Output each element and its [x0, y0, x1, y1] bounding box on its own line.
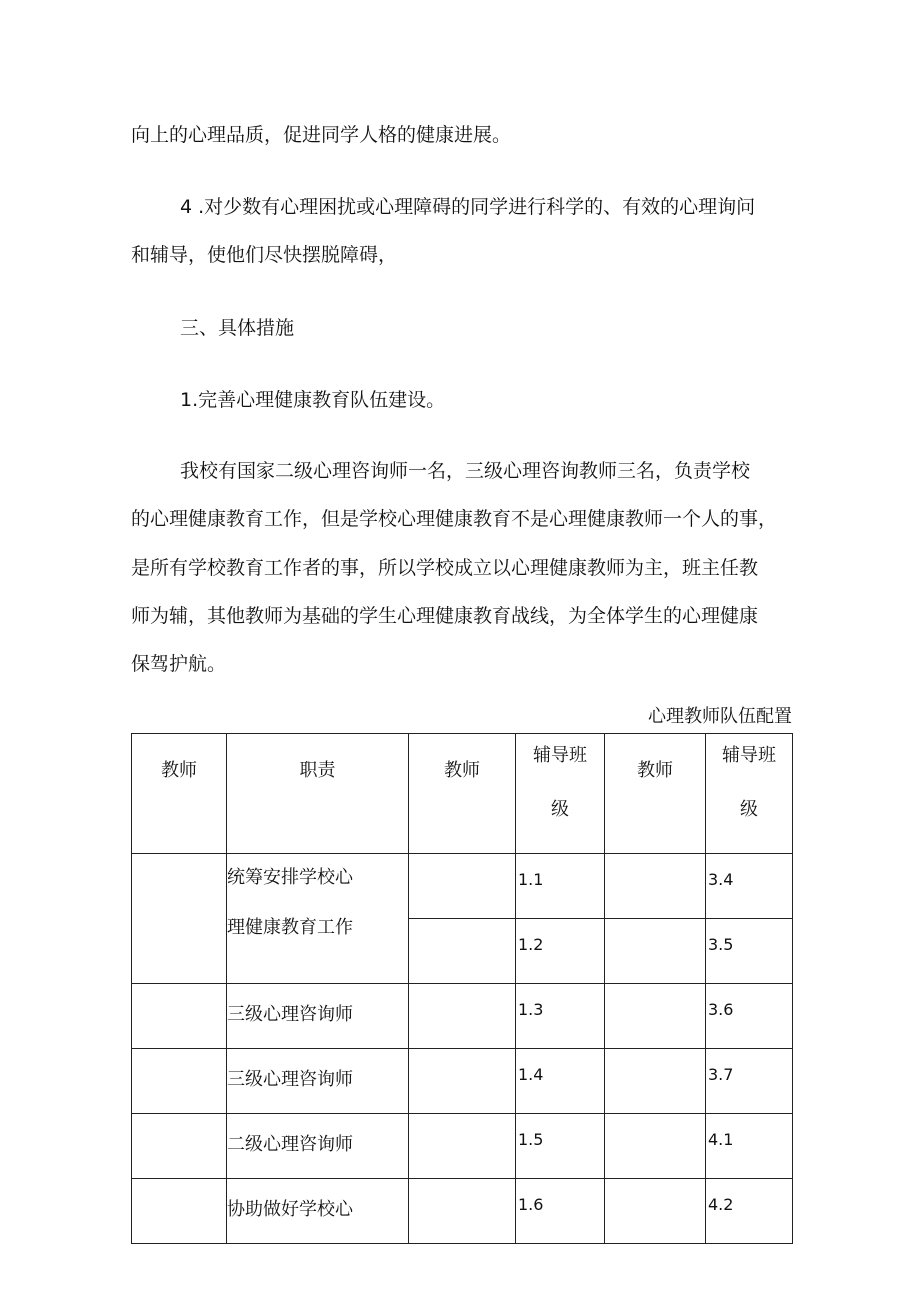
paragraph-line: 和辅导，使他们尽快摆脱障碍， — [131, 244, 398, 266]
duty-cell: 三级心理咨询师 — [227, 1049, 409, 1114]
paragraph-line: 我校有国家二级心理咨询师一名，三级心理咨询教师三名，负责学校 — [180, 460, 751, 482]
teacher-cell — [605, 919, 706, 984]
paragraph-line: 是所有学校教育工作者的事，所以学校成立以心理健康教师为主，班主任教 — [131, 557, 759, 579]
teacher-cell — [605, 1114, 706, 1179]
table-row — [132, 984, 793, 1049]
duty-cell — [227, 854, 409, 984]
header-class — [516, 734, 605, 854]
table-header-row — [132, 734, 793, 854]
teacher-cell — [409, 1114, 516, 1179]
duty-cell: 二级心理咨询师 — [227, 1114, 409, 1179]
teacher-cell — [409, 1179, 516, 1244]
teacher-cell — [132, 1179, 227, 1244]
teacher-cell — [132, 984, 227, 1049]
paragraph-line: 师为辅，其他教师为基础的学生心理健康教育战线，为全体学生的心理健康 — [131, 605, 759, 627]
class-cell: 3.7 — [706, 1049, 793, 1114]
table-row — [132, 1114, 793, 1179]
class-cell: 3.4 — [706, 854, 793, 919]
paragraph-line: 保驾护航。 — [131, 653, 227, 675]
teacher-roster-table — [131, 733, 793, 1244]
table-row — [132, 854, 793, 919]
section-heading: 三、具体措施 — [180, 317, 295, 339]
teacher-cell — [409, 919, 516, 984]
class-cell: 4.2 — [706, 1179, 793, 1244]
table-row — [132, 1049, 793, 1114]
teacher-cell — [605, 854, 706, 919]
teacher-cell — [605, 984, 706, 1049]
table-caption: 心理教师队伍配置 — [648, 706, 792, 727]
paragraph-line: 向上的心理品质，促进同学人格的健康进展。 — [131, 124, 512, 146]
class-cell: 3.5 — [706, 919, 793, 984]
teacher-cell — [409, 1049, 516, 1114]
duty-cell: 协助做好学校心 — [227, 1179, 409, 1244]
duty-line: 统筹安排学校心 — [227, 867, 353, 888]
teacher-cell — [605, 1049, 706, 1114]
header-class-line: 辅导班 — [722, 745, 776, 766]
header-class-line: 级 — [740, 799, 758, 820]
paragraph-line: 的心理健康教育工作，但是学校心理健康教育不是心理健康教师一个人的事， — [131, 508, 778, 530]
class-cell: 1.6 — [516, 1179, 605, 1244]
class-cell: 1.1 — [516, 854, 605, 919]
header-class — [706, 734, 793, 854]
teacher-cell — [605, 1179, 706, 1244]
class-cell: 1.5 — [516, 1114, 605, 1179]
teacher-cell — [132, 854, 227, 984]
paragraph-line: 4 .对少数有心理困扰或心理障碍的同学进行科学的、有效的心理询问 — [180, 196, 756, 218]
teacher-cell — [409, 854, 516, 919]
class-cell: 1.2 — [516, 919, 605, 984]
header-teacher: 教师 — [605, 734, 706, 854]
sub-heading: 1.完善心理健康教育队伍建设。 — [180, 389, 446, 411]
table-row — [132, 1179, 793, 1244]
teacher-cell — [132, 1114, 227, 1179]
header-teacher: 教师 — [409, 734, 516, 854]
teacher-cell — [132, 1049, 227, 1114]
header-class-line: 辅导班 — [533, 745, 587, 766]
header-duty: 职责 — [227, 734, 409, 854]
class-cell: 4.1 — [706, 1114, 793, 1179]
class-cell: 1.4 — [516, 1049, 605, 1114]
header-class-line: 级 — [551, 799, 569, 820]
header-teacher: 教师 — [132, 734, 227, 854]
class-cell: 1.3 — [516, 984, 605, 1049]
duty-cell: 三级心理咨询师 — [227, 984, 409, 1049]
duty-line: 理健康教育工作 — [227, 917, 353, 938]
class-cell: 3.6 — [706, 984, 793, 1049]
teacher-cell — [409, 984, 516, 1049]
